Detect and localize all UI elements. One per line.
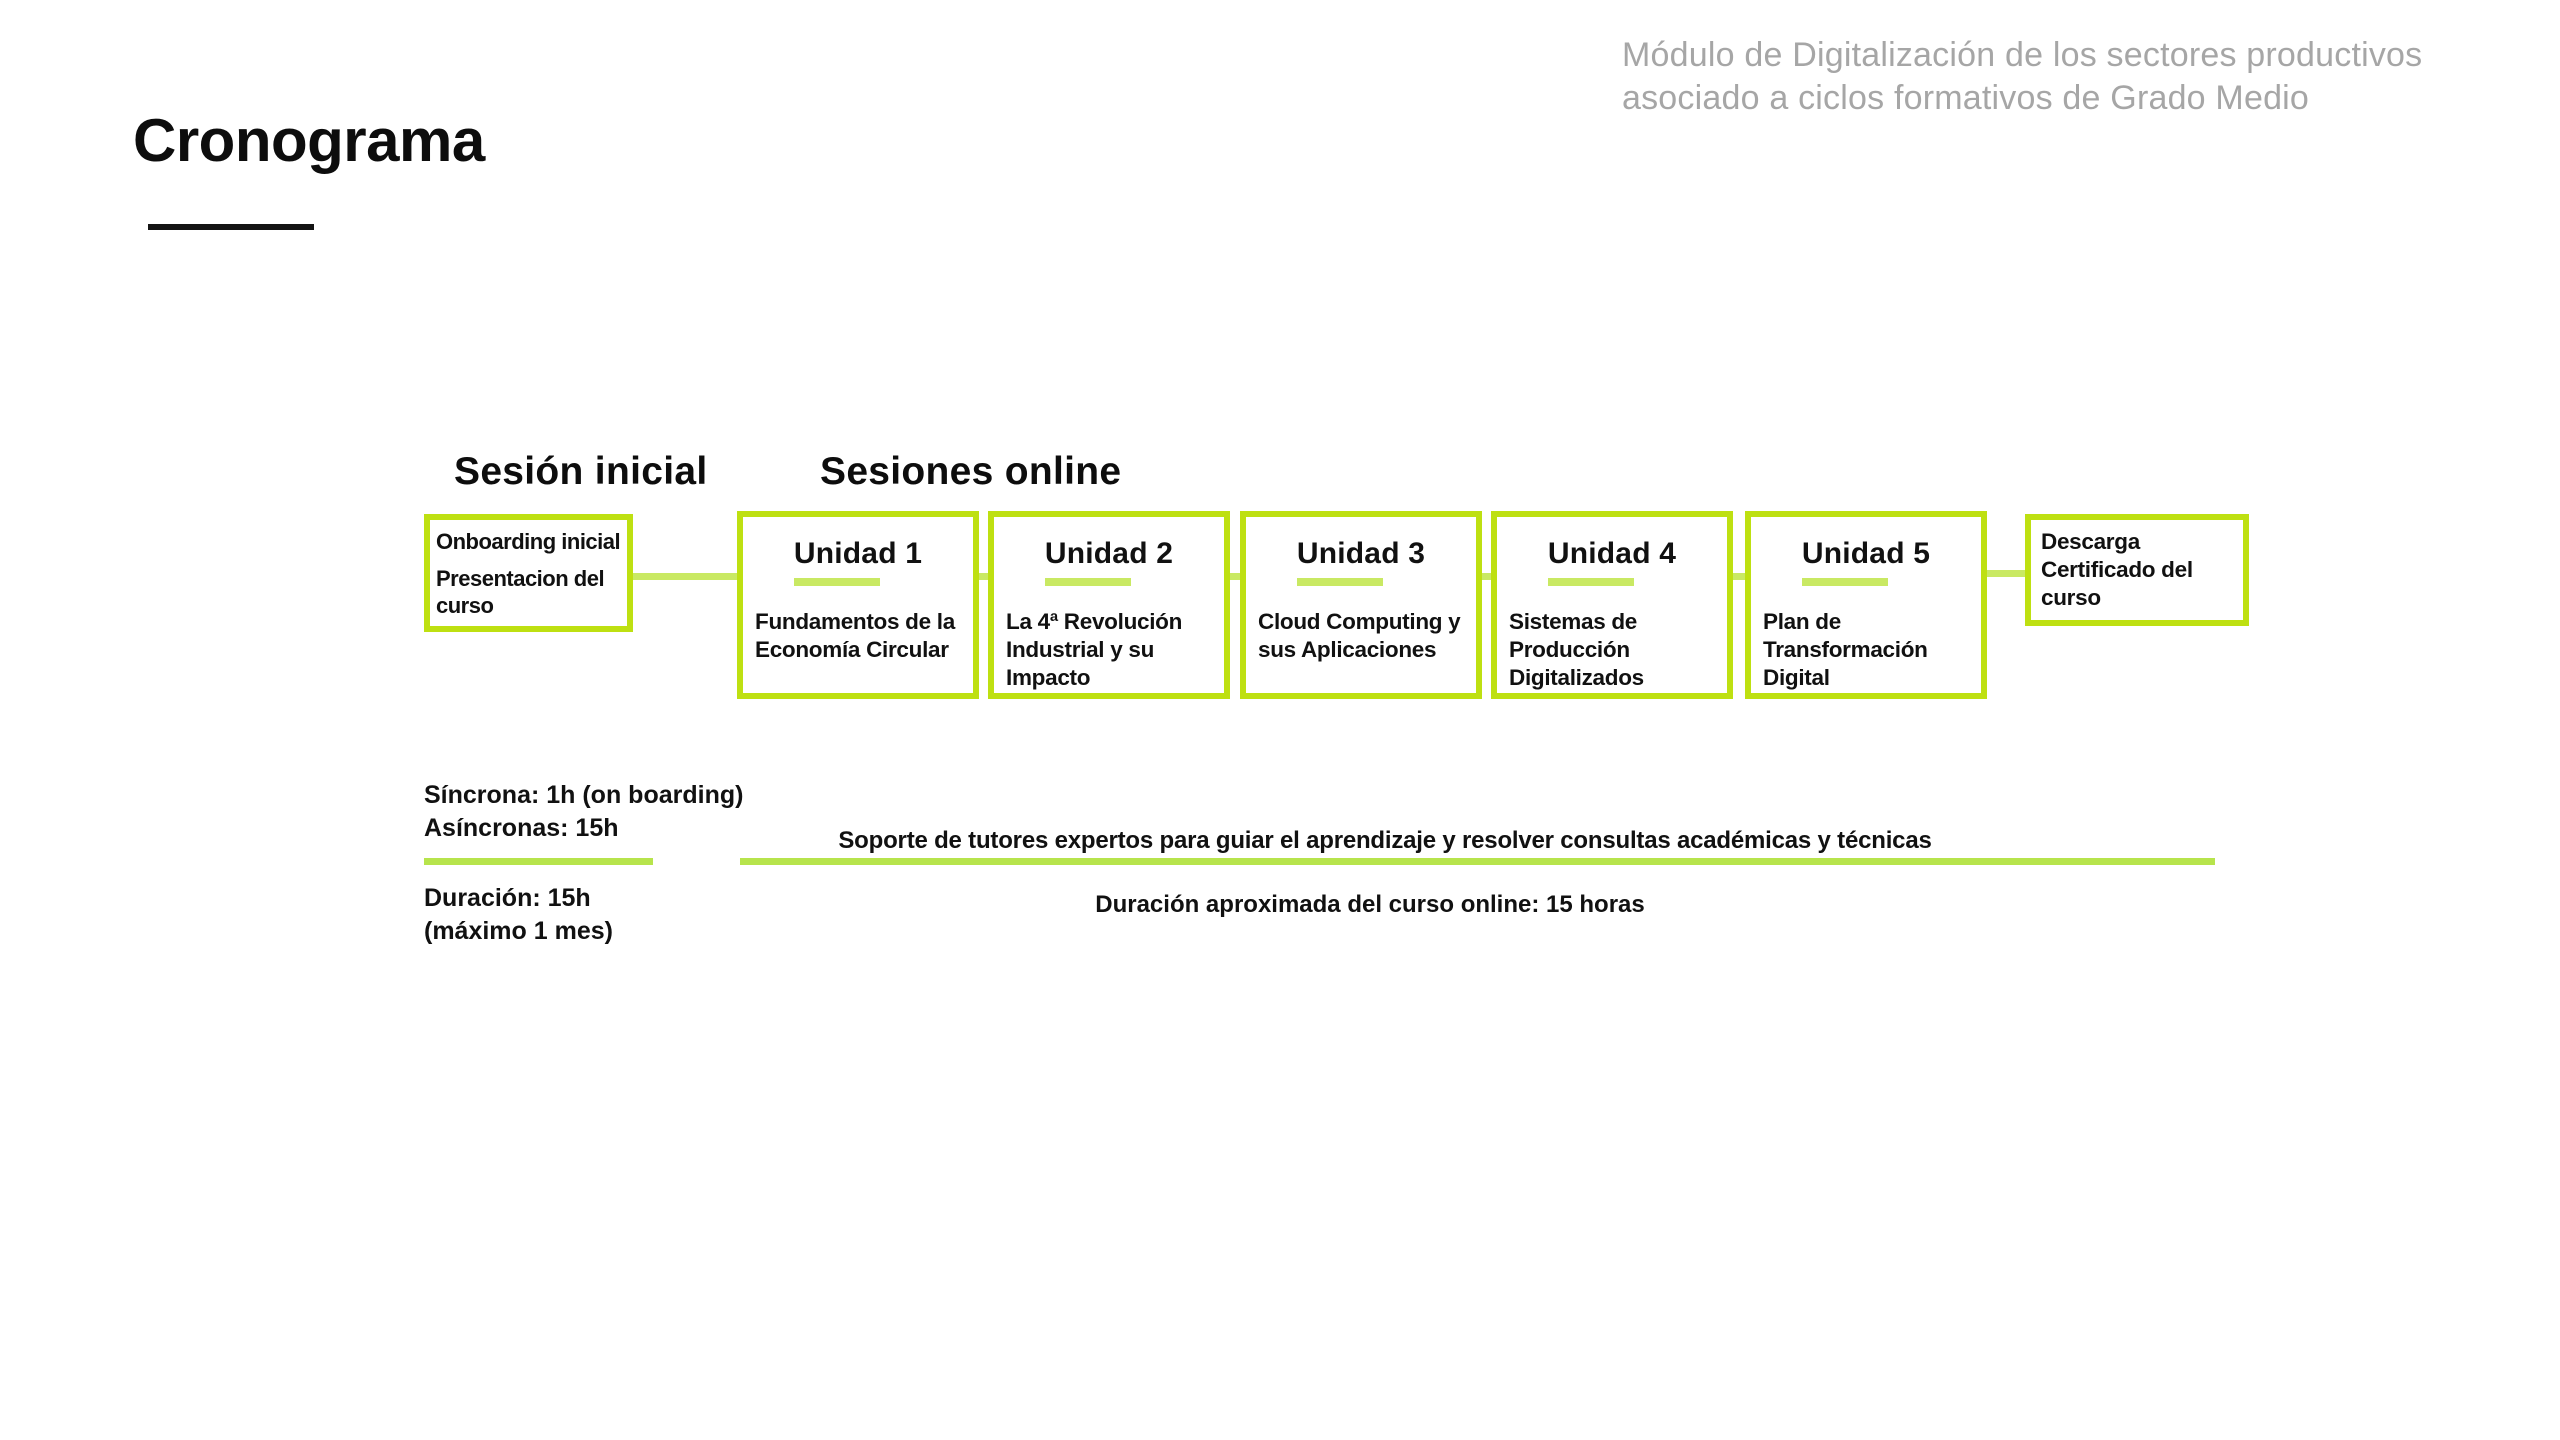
unit-box-2 [988, 511, 1230, 699]
unit-box-3 [1240, 511, 1482, 699]
onboarding-label: Onboarding inicial [436, 529, 621, 554]
sync-hours-label: Síncrona: 1h (on boarding) [424, 781, 744, 809]
unit-5-body: Plan de Transformación Digital [1763, 609, 1928, 690]
certificate-download-label: Descarga Certificado del curso [2041, 529, 2193, 610]
support-divider-line [740, 858, 2215, 865]
unit-1-header [743, 537, 973, 586]
initial-session-box [424, 514, 633, 632]
unit-2-header [994, 537, 1224, 586]
unit-2-title-underline [1045, 578, 1131, 586]
unit-1-title-underline [794, 578, 880, 586]
title-underline [148, 224, 314, 230]
session-hours-block [424, 779, 743, 845]
connector-line-initial-to-unit1 [628, 573, 744, 580]
unit-2-title: Unidad 2 [1044, 537, 1174, 570]
unit-3-header [1246, 537, 1476, 586]
unit-5-title: Unidad 5 [1801, 537, 1931, 570]
unit-box-1 [737, 511, 979, 699]
duration-block [424, 882, 613, 948]
unit-1-title: Unidad 1 [793, 537, 923, 570]
hours-divider-line [424, 858, 653, 865]
course-module-note [1622, 34, 2482, 120]
unit-3-body: Cloud Computing y sus Aplicaciones [1258, 609, 1461, 662]
course-module-note-line2: asociado a ciclos formativos de Grado Medio [1622, 79, 2310, 117]
certificate-download-box [2025, 514, 2249, 626]
duration-label: Duración: 15h [424, 884, 591, 912]
online-duration-label: Duración aproximada del curso online: 15 horas [1095, 891, 1645, 918]
unit-5-header [1751, 537, 1981, 586]
unit-2-body: La 4ª Revolución Industrial y su Impacto [1006, 609, 1183, 690]
duration-max-label: (máximo 1 mes) [424, 917, 613, 945]
unit-box-5 [1745, 511, 1987, 699]
page-title: Cronograma [133, 107, 485, 174]
unit-4-header [1497, 537, 1727, 586]
section-header-initial-session: Sesión inicial [454, 450, 708, 493]
unit-3-title: Unidad 3 [1296, 537, 1426, 570]
unit-box-4 [1491, 511, 1733, 699]
tutor-support-label: Soporte de tutores expertos para guiar el aprendizaje y resolver consultas académicas y técnicas [838, 827, 1932, 854]
unit-4-body: Sistemas de Producción Digitalizados [1509, 609, 1644, 690]
course-module-note-line1: Módulo de Digitalización de los sectores productivos [1622, 36, 2423, 74]
unit-1-body: Fundamentos de la Economía Circular [755, 609, 955, 662]
course-presentation-label: Presentacion del curso [436, 566, 605, 618]
unit-5-title-underline [1802, 578, 1888, 586]
unit-4-title: Unidad 4 [1547, 537, 1677, 570]
section-header-online-sessions: Sesiones online [820, 450, 1122, 493]
unit-4-title-underline [1548, 578, 1634, 586]
async-hours-label: Asíncronas: 15h [424, 814, 619, 842]
unit-3-title-underline [1297, 578, 1383, 586]
